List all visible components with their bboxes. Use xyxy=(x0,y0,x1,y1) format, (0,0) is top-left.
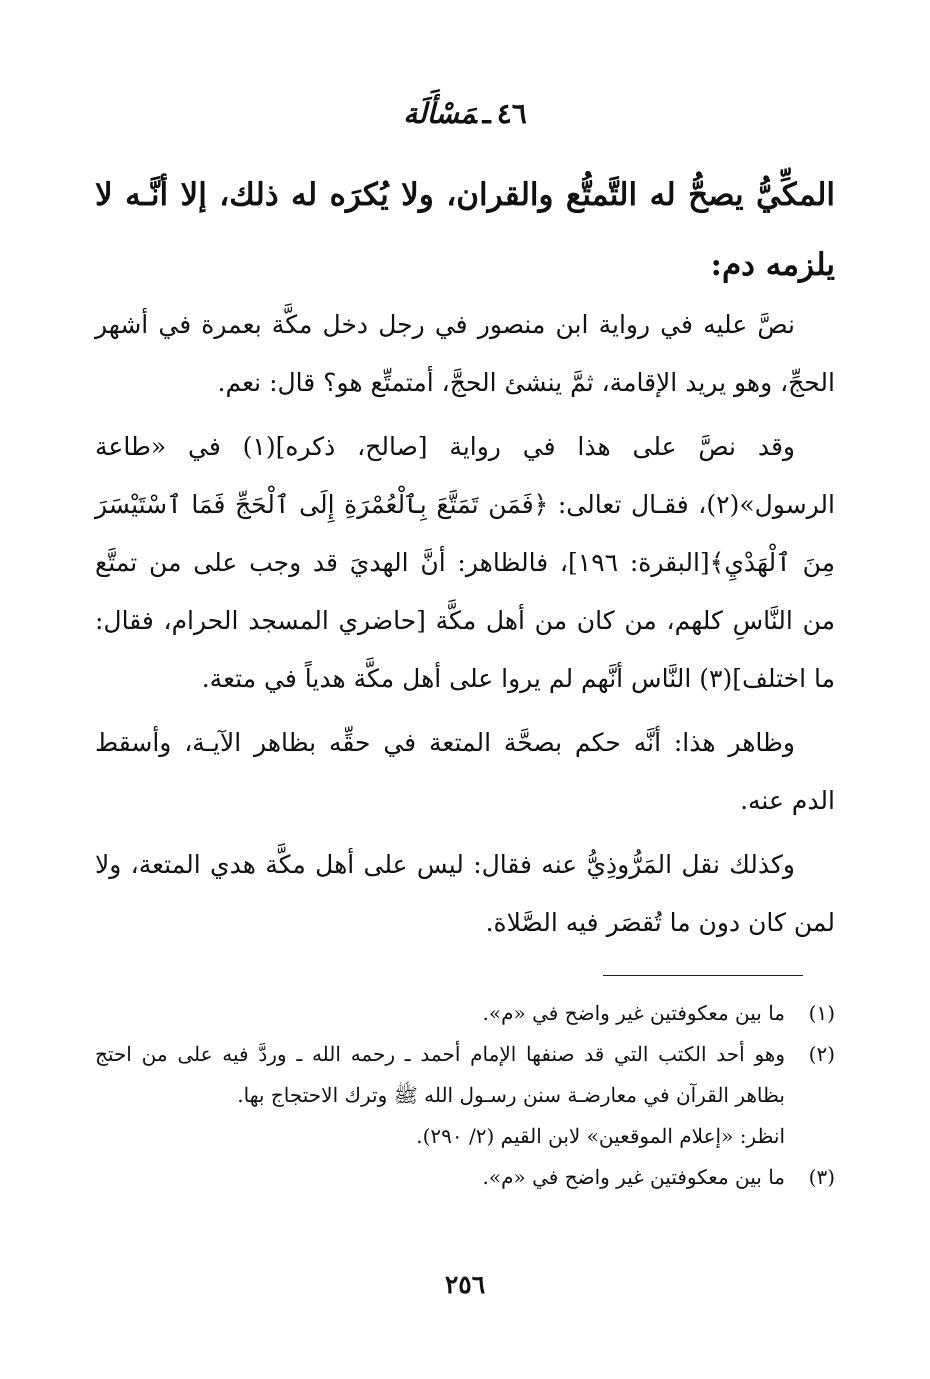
page-number: ٢٥٦ xyxy=(444,1270,486,1299)
paragraph: وقد نصَّ على هذا في رواية [صالح، ذكره](١) في «طاعة الرسول»(٢)، فقـال تعالى: ﴿فَمَن تَمَتَّعَ بِٱلْعُمْرَةِ إِلَى ٱلْحَجِّ فَمَا ٱسْتَيْسَرَ مِنَ ٱلْهَدْيِ﴾[البقرة: ١٩٦]، فالظاهر: أنَّ الهديَ قد وجب على من تمتَّع من النَّاسِ كلهم، من كان من أهل مكَّة [حاضري المسجد الحرام، فقال: ما اختلف](٣) النَّاس أنَّهم لم يروا على أهل مكَّة هدياً في متعة. xyxy=(95,432,836,693)
footnote-line: انظر: «إعلام الموقعين» لابن القيم (٢/ ٢٩٠). xyxy=(416,1124,785,1148)
footnote-text xyxy=(95,993,785,1034)
footnote xyxy=(95,993,835,1034)
footnote-text xyxy=(95,1034,785,1157)
paragraph: وظاهر هذا: أنَّه حكم بصحَّة المتعة في حقِّه بظاهر الآيـة، وأسقط الدم عنه. xyxy=(95,728,835,815)
footnote xyxy=(95,1034,835,1157)
footnote-number: (١) xyxy=(808,1001,835,1025)
footnote xyxy=(95,1157,835,1198)
footnotes xyxy=(95,993,835,1198)
issue-heading xyxy=(0,92,930,136)
body-text xyxy=(95,296,835,958)
footnote-line: وهو أحد الكتب التي قد صنفها الإمام أحمد ـ رحمه الله ـ وردَّ فيه على من احتج بظاهر القرآن في معارضـة سنن رسـول الله ﷺ وترك الاحتجاج بها. xyxy=(95,1042,785,1107)
paragraph: وكذلك نقل المَرُّوذِيُّ عنه فقال: ليس على أهل مكَّة هدي المتعة، ولا لمن كان دون ما تُقصَر فيه الصَّلاة. xyxy=(95,850,835,937)
footnote-line: ما بين معكوفتين غير واضح في «م». xyxy=(482,1001,785,1025)
footnote-number: (٢) xyxy=(808,1042,835,1066)
issue-number: ٤٦ xyxy=(496,97,527,130)
footnote-line: ما بين معكوفتين غير واضح في «م». xyxy=(482,1165,785,1189)
issue-title: المكِّيُّ يصحُّ له التَّمتُّع والقران، ولا يُكرَه له ذلك، إلا أنَّـه لا يلزمه دم: xyxy=(95,177,835,283)
footnote-divider xyxy=(603,975,803,976)
paragraph: نصَّ عليه في رواية ابن منصور في رجل دخل مكَّة بعمرة في أشهر الحجِّ، وهو يريد الإقامة، ثمَّ ينشئ الحجَّ، أمتمتِّع هو؟ قال: نعم. xyxy=(95,310,835,397)
footnote-number: (٣) xyxy=(808,1165,835,1189)
footnote-text xyxy=(95,1157,785,1198)
issue-word: مَسْأَلَة xyxy=(403,97,477,130)
heading-dash: ـ xyxy=(482,97,491,130)
